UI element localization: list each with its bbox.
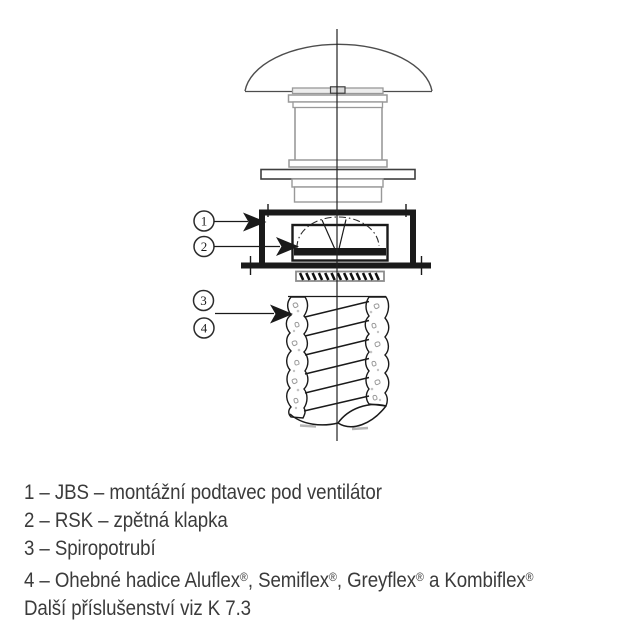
callout-2-number: 2 bbox=[200, 239, 208, 254]
registered-trademark-symbol: ® bbox=[329, 570, 337, 584]
callout-4-number: 4 bbox=[200, 320, 208, 336]
callout-1 bbox=[194, 211, 267, 232]
registered-trademark-symbol: ® bbox=[415, 570, 424, 584]
rsk-closed-blade-bar bbox=[294, 248, 386, 256]
callout-4 bbox=[194, 318, 214, 338]
registered-trademark-symbol: ® bbox=[525, 570, 534, 584]
legend-line-3 bbox=[24, 535, 534, 563]
legend-line-5 bbox=[24, 595, 534, 623]
callout-3 bbox=[194, 291, 214, 311]
legend-line-1 bbox=[24, 479, 534, 507]
duct-bottom-lens-bottom bbox=[338, 406, 386, 427]
registered-trademark-symbol: ® bbox=[239, 570, 248, 584]
jbs-left-wall bbox=[259, 210, 265, 266]
legend-line-5-text: Další příslušenství viz K 7.3 bbox=[24, 597, 251, 620]
duct-right-wall bbox=[365, 297, 389, 406]
callout-3-number: 3 bbox=[200, 293, 207, 308]
duct-bottom-shade-left bbox=[300, 426, 316, 427]
legend-line-3-text: 3 – Spiropotrubí bbox=[24, 537, 156, 560]
legend-line-4: 4 – Ohebné hadice Aluflex®, Semiflex®, Greyflex® a Kombiflex® bbox=[24, 569, 534, 592]
callout-1-number: 1 bbox=[200, 213, 208, 229]
callout-2 bbox=[194, 237, 299, 257]
fan-dome bbox=[245, 44, 432, 91]
rsk-backdraft-damper bbox=[293, 217, 388, 261]
jbs-right-wall bbox=[410, 210, 416, 266]
fan-top-ring-outer bbox=[289, 95, 388, 102]
fan-mounting-flange bbox=[261, 170, 415, 180]
fan-top-ring-inner bbox=[293, 102, 383, 108]
roof-deck-hatch-strip bbox=[296, 272, 384, 282]
legend bbox=[24, 479, 534, 623]
fan-hub-box bbox=[331, 87, 346, 93]
roof-fan-head bbox=[245, 44, 432, 202]
fan-bottom-ring bbox=[289, 160, 387, 167]
duct-bottom-shade-right bbox=[352, 428, 368, 429]
callout-3-4-leader bbox=[215, 305, 293, 324]
fan-spigot bbox=[295, 187, 382, 202]
legend-line-1-text: 1 – JBS – montážní podtavec pod ventilátor bbox=[24, 481, 382, 504]
legend-line-2 bbox=[24, 507, 534, 535]
legend-line-2-text: 2 – RSK – zpětná klapka bbox=[24, 509, 228, 532]
jbs-bottom-bar bbox=[241, 263, 431, 269]
